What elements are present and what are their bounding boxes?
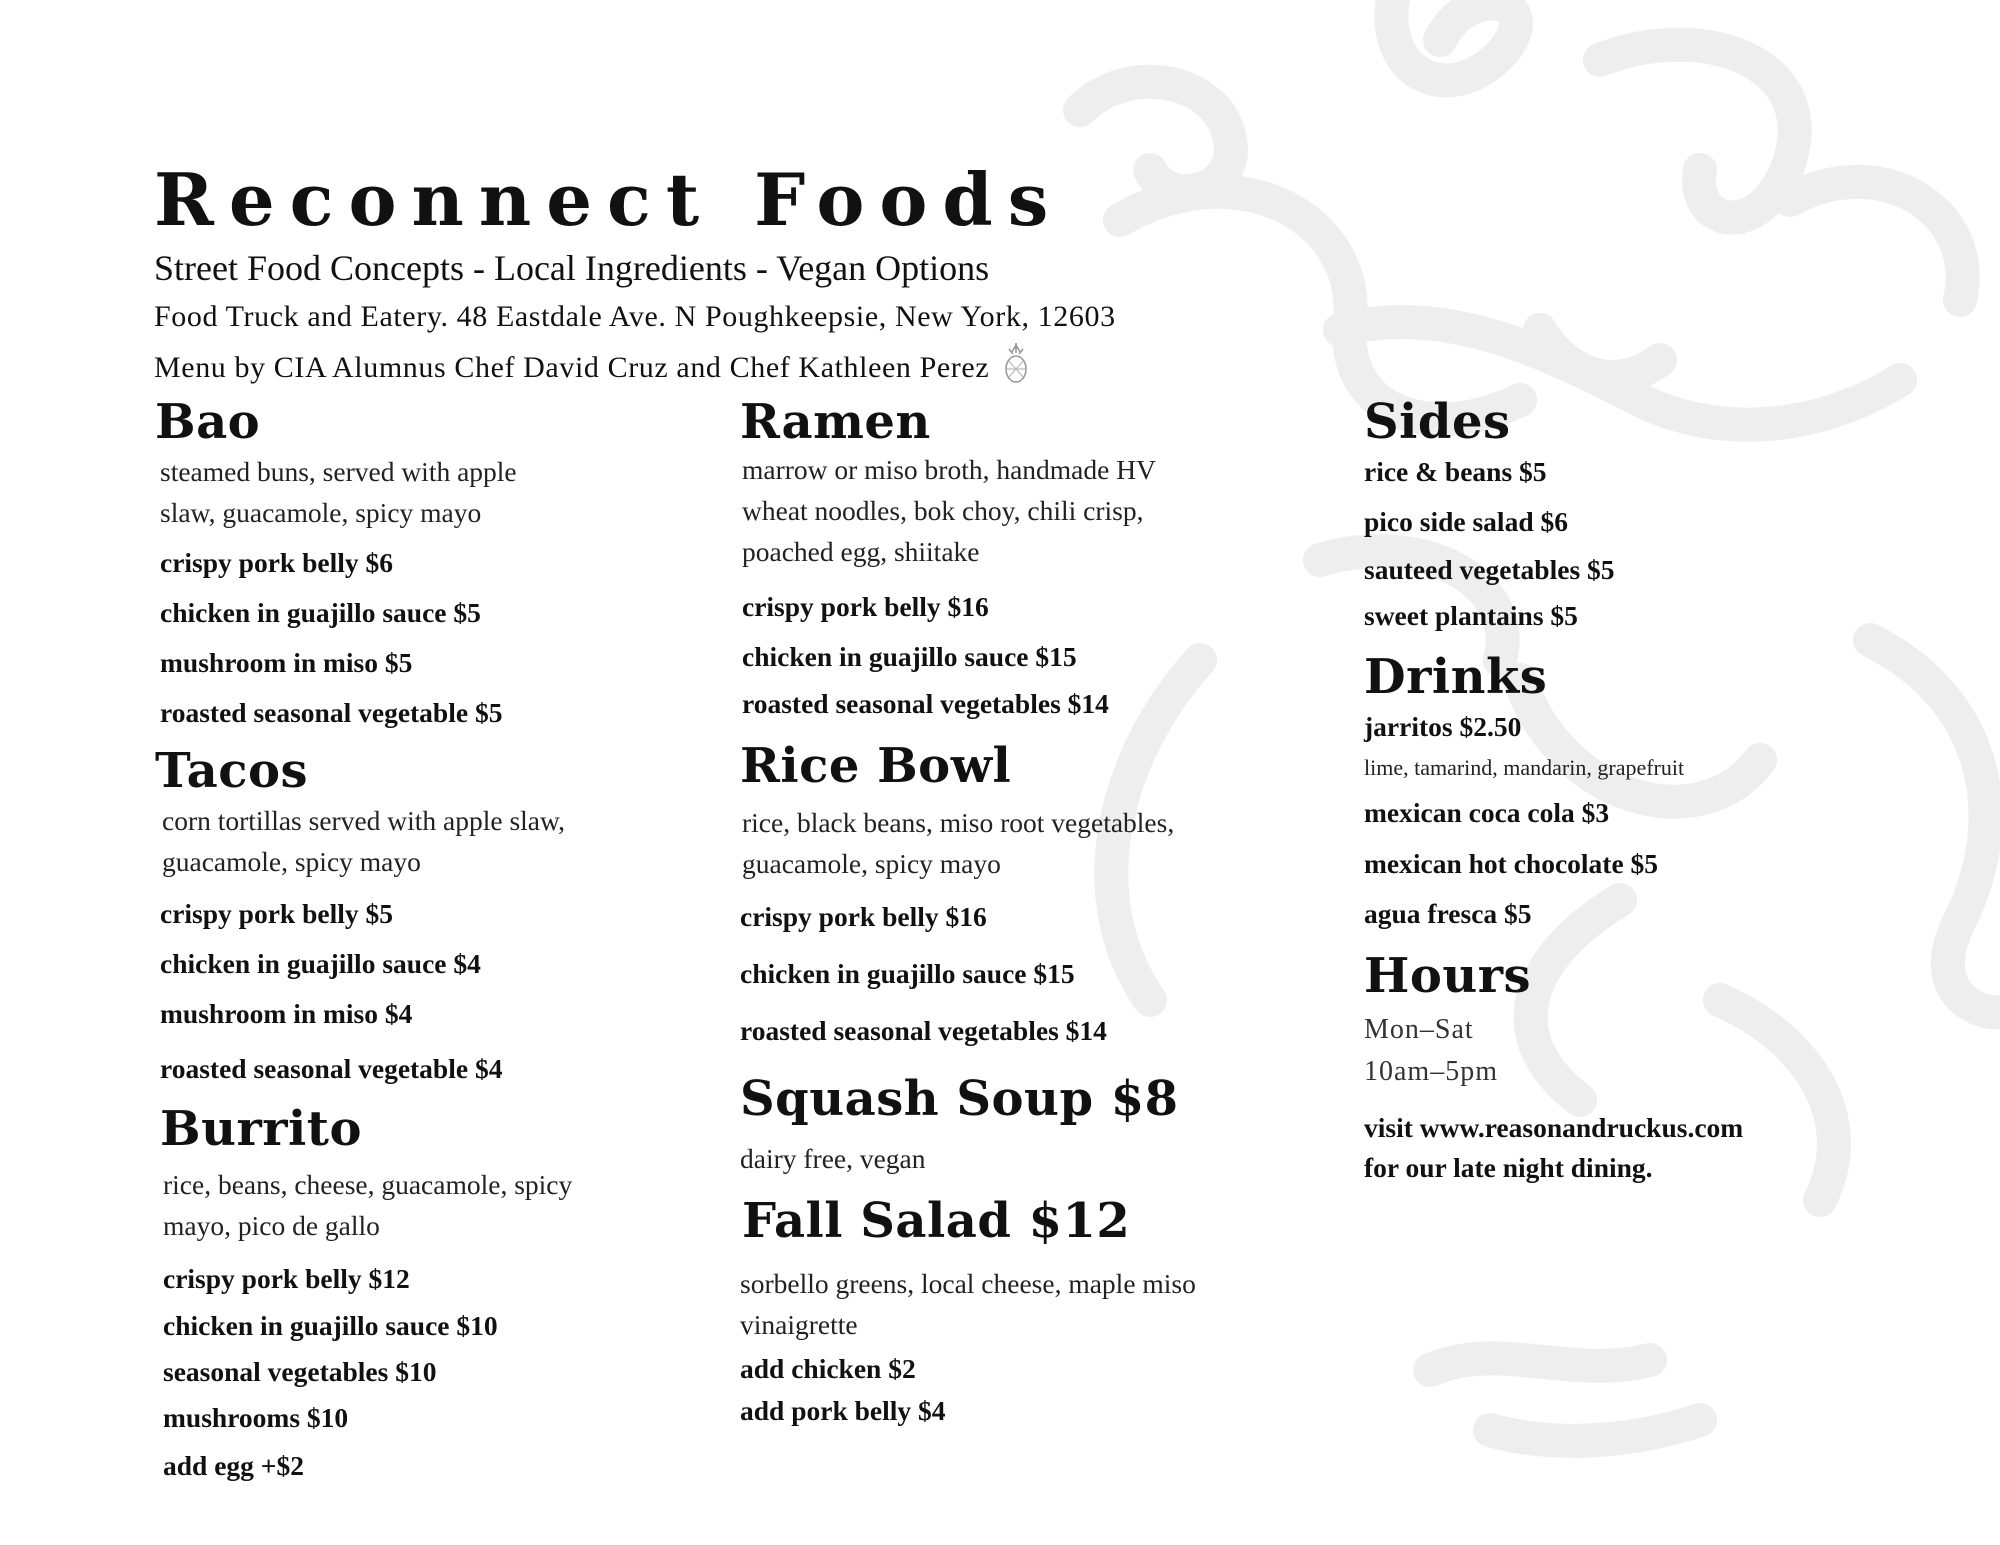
ramen-description [742, 449, 1302, 572]
bao-heading: Bao [155, 394, 261, 450]
bao-item: mushroom in miso $5 [160, 647, 413, 678]
tacos-description-line: guacamole, spicy mayo [162, 846, 421, 877]
drinks-item: mexican coca cola $3 [1364, 797, 1610, 828]
hours-days: Mon–Sat [1364, 1014, 1474, 1045]
tacos-item: roasted seasonal vegetable $4 [160, 1053, 503, 1084]
bao-description-line: steamed buns, served with apple [160, 456, 517, 487]
ramen-description-line: poached egg, shiitake [742, 536, 980, 567]
hours-time: 10am–5pm [1364, 1056, 1498, 1087]
rice-bowl-description-line: rice, black beans, miso root vegetables, [742, 807, 1175, 838]
ramen-item: roasted seasonal vegetables $14 [742, 688, 1109, 719]
sides-heading: Sides [1364, 394, 1511, 450]
ramen-item: chicken in guajillo sauce $15 [742, 641, 1077, 672]
rice-bowl-item: crispy pork belly $16 [740, 901, 987, 932]
drinks-heading: Drinks [1364, 649, 1548, 705]
drinks-item: mexican hot chocolate $5 [1364, 848, 1659, 879]
squash-soup-description: dairy free, vegan [740, 1143, 926, 1174]
hours-heading: Hours [1364, 948, 1532, 1004]
restaurant-title: Reconnect Foods [154, 157, 1064, 242]
burrito-item: add egg +$2 [163, 1450, 304, 1481]
burrito-description [163, 1164, 703, 1246]
burrito-description-line: rice, beans, cheese, guacamole, spicy [163, 1169, 573, 1200]
ramen-item: crispy pork belly $16 [742, 591, 989, 622]
sides-item: sweet plantains $5 [1364, 600, 1578, 631]
burrito-item: mushrooms $10 [163, 1402, 349, 1433]
late-night-website-note: visit www.reasonandruckus.com [1364, 1112, 1744, 1143]
tacos-item: mushroom in miso $4 [160, 998, 413, 1029]
fall-salad-heading: Fall Salad $12 [742, 1193, 1131, 1249]
pineapple-icon [1003, 343, 1029, 389]
bao-description [160, 451, 680, 533]
tacos-item: crispy pork belly $5 [160, 898, 393, 929]
burrito-item: crispy pork belly $12 [163, 1263, 410, 1294]
rice-bowl-description [742, 802, 1302, 884]
burrito-item: chicken in guajillo sauce $10 [163, 1310, 498, 1341]
tacos-description-line: corn tortillas served with apple slaw, [162, 805, 565, 836]
fall-salad-addon: add chicken $2 [740, 1353, 916, 1384]
rice-bowl-item: chicken in guajillo sauce $15 [740, 958, 1075, 989]
rice-bowl-heading: Rice Bowl [740, 738, 1012, 794]
drinks-item: agua fresca $5 [1364, 898, 1532, 929]
late-night-dining-note: for our late night dining. [1364, 1152, 1653, 1183]
tacos-heading: Tacos [155, 743, 308, 799]
bao-item: chicken in guajillo sauce $5 [160, 597, 481, 628]
sides-item: rice & beans $5 [1364, 456, 1547, 487]
jarritos-flavors-note: lime, tamarind, mandarin, grapefruit [1364, 755, 1685, 780]
fall-salad-description-line: vinaigrette [740, 1309, 858, 1340]
chef-credit-text: Menu by CIA Alumnus Chef David Cruz and Chef Kathleen Perez [154, 351, 990, 384]
burrito-description-line: mayo, pico de gallo [163, 1210, 380, 1241]
tacos-item: chicken in guajillo sauce $4 [160, 948, 481, 979]
ramen-description-line: wheat noodles, bok choy, chili crisp, [742, 495, 1144, 526]
ramen-description-line: marrow or miso broth, handmade HV [742, 454, 1156, 485]
sides-item: pico side salad $6 [1364, 506, 1568, 537]
drinks-item: jarritos $2.50 [1364, 711, 1522, 742]
chef-credit-line [154, 343, 1029, 389]
fall-salad-description [740, 1263, 1320, 1345]
burrito-item: seasonal vegetables $10 [163, 1356, 437, 1387]
fall-salad-description-line: sorbello greens, local cheese, maple miso [740, 1268, 1196, 1299]
rice-bowl-item: roasted seasonal vegetables $14 [740, 1015, 1107, 1046]
sides-item: sauteed vegetables $5 [1364, 554, 1615, 585]
tagline: Street Food Concepts - Local Ingredients - Vegan Options [154, 248, 990, 288]
bao-item: roasted seasonal vegetable $5 [160, 697, 503, 728]
rice-bowl-description-line: guacamole, spicy mayo [742, 848, 1001, 879]
bao-description-line: slaw, guacamole, spicy mayo [160, 497, 482, 528]
bao-item: crispy pork belly $6 [160, 547, 393, 578]
fall-salad-addon: add pork belly $4 [740, 1395, 946, 1426]
burrito-heading: Burrito [160, 1101, 362, 1157]
ramen-heading: Ramen [740, 394, 931, 450]
address-line: Food Truck and Eatery. 48 Eastdale Ave. N Poughkeepsie, New York, 12603 [154, 300, 1116, 333]
tacos-description [162, 800, 702, 882]
squash-soup-heading: Squash Soup $8 [740, 1071, 1179, 1127]
